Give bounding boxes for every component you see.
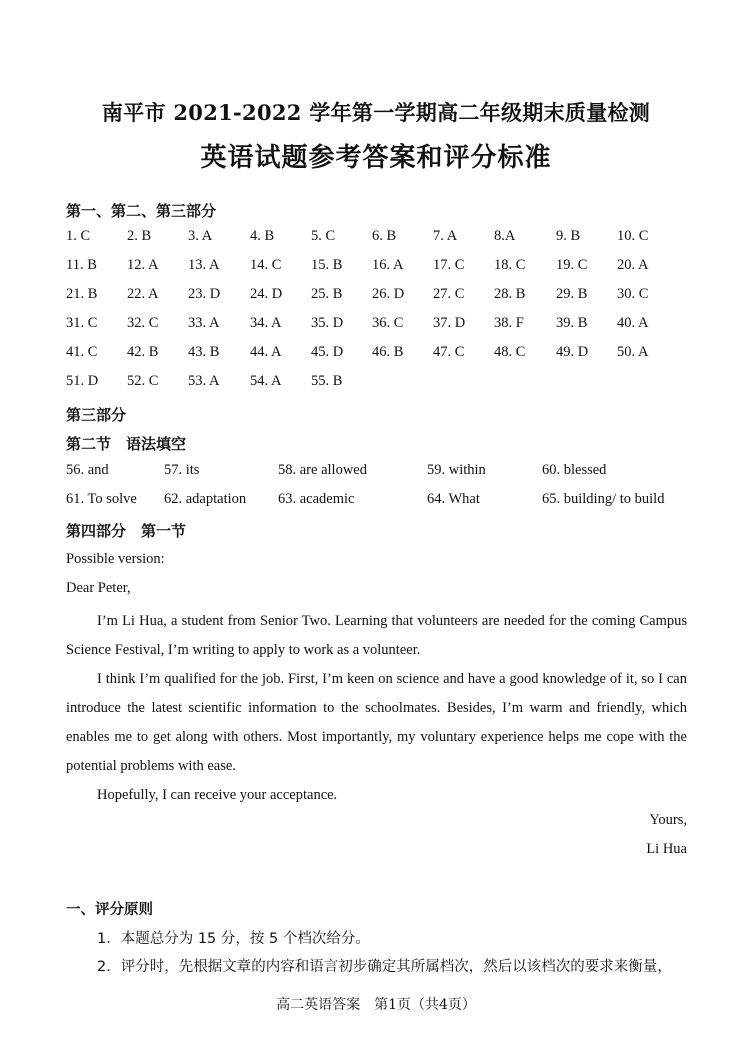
answer-item: 19. C — [556, 257, 588, 273]
answer-item: 24. D — [250, 286, 283, 302]
answer-item: 21. B — [66, 286, 98, 302]
answer-item: 17. C — [433, 257, 465, 273]
answer-item: 49. D — [556, 344, 589, 360]
section3-heading: 第三部分 — [66, 406, 127, 424]
answer-item: 54. A — [250, 373, 282, 389]
answer-row — [66, 373, 706, 402]
answer-item: 38. F — [494, 315, 524, 331]
grammar-answer-item: 59. within — [427, 462, 486, 478]
answer-item: 22. A — [127, 286, 159, 302]
possible-version-label: Possible version: — [66, 551, 165, 567]
exam-title: 南平市 2021-2022 学年第一学期高二年级期末质量检测 — [101, 100, 651, 125]
grading-rule-2: 2．评分时，先根据文章的内容和语言初步确定其所属档次，然后以该档次的要求来衡量， — [97, 959, 672, 975]
grammar-answer-item: 64. What — [427, 491, 480, 507]
answer-item: 55. B — [311, 373, 343, 389]
answer-item: 43. B — [188, 344, 220, 360]
grammar-answer-row — [66, 462, 706, 491]
letter-greeting: Dear Peter, — [66, 580, 131, 596]
essay-paragraph-2: I think I’m qualified for the job. First, I’m keen on science and have a good knowledge of it, so I can introduce the latest scientific information to the schoolmates. Besides, I’m warm and friendly, which enables me to get along with others. Most importantly, my voluntary experience helps me cope with the potential problems with ease. — [66, 671, 687, 774]
sample-essay — [66, 549, 687, 868]
answer-item: 6. B — [372, 228, 397, 244]
answer-row — [66, 286, 706, 315]
answer-item: 26. D — [372, 286, 405, 302]
answer-row — [66, 315, 706, 344]
answer-item: 51. D — [66, 373, 99, 389]
grammar-answer-item: 58. are allowed — [278, 462, 367, 478]
grammar-answer-item: 63. academic — [278, 491, 355, 507]
answer-row — [66, 257, 706, 286]
answer-item: 44. A — [250, 344, 282, 360]
answer-item: 11. B — [66, 257, 97, 273]
answer-item: 23. D — [188, 286, 221, 302]
answer-item: 45. D — [311, 344, 344, 360]
answer-item: 31. C — [66, 315, 98, 331]
answer-item: 15. B — [311, 257, 343, 273]
answer-item: 46. B — [372, 344, 404, 360]
answer-item: 35. D — [311, 315, 344, 331]
grading-rule-1: 1．本题总分为 15 分，按 5 个档次给分。 — [97, 931, 370, 947]
answer-item: 7. A — [433, 228, 458, 244]
grading-principles-heading: 一、评分原则 — [66, 902, 153, 918]
answer-item: 12. A — [127, 257, 159, 273]
grammar-answer-item: 60. blessed — [542, 462, 607, 478]
section1-heading: 第一、第二、第三部分 — [66, 202, 217, 220]
answer-item: 39. B — [556, 315, 588, 331]
answer-row — [66, 228, 706, 257]
answer-item: 2. B — [127, 228, 152, 244]
answer-item: 8.A — [494, 228, 516, 244]
grammar-answer-item: 57. its — [164, 462, 200, 478]
answer-item: 5. C — [311, 228, 336, 244]
grammar-answer-row — [66, 491, 706, 520]
answer-item: 14. C — [250, 257, 282, 273]
answer-item: 25. B — [311, 286, 343, 302]
grammar-answer-item: 56. and — [66, 462, 109, 478]
answer-item: 41. C — [66, 344, 98, 360]
answer-item: 18. C — [494, 257, 526, 273]
answer-item: 29. B — [556, 286, 588, 302]
answer-key-title: 英语试题参考答案和评分标准 — [200, 143, 552, 173]
answer-item: 34. A — [250, 315, 282, 331]
answer-item: 53. A — [188, 373, 220, 389]
answer-row — [66, 344, 706, 373]
answer-item: 42. B — [127, 344, 159, 360]
answer-item: 52. C — [127, 373, 159, 389]
grammar-answer-item: 61. To solve — [66, 491, 137, 507]
answer-item: 40. A — [617, 315, 649, 331]
answer-item: 47. C — [433, 344, 465, 360]
letter-closing: Yours, — [649, 812, 687, 828]
grammar-answer-grid — [66, 462, 706, 520]
answer-item: 37. D — [433, 315, 466, 331]
essay-paragraph-1: I’m Li Hua, a student from Senior Two. Learning that volunteers are needed for the coming Campus Science Festival, I’m writing to apply to work as a volunteer. — [66, 613, 687, 658]
answer-item: 10. C — [617, 228, 649, 244]
answer-item: 16. A — [372, 257, 404, 273]
answer-item: 48. C — [494, 344, 526, 360]
choice-answer-grid — [66, 228, 706, 402]
answer-item: 32. C — [127, 315, 159, 331]
answer-item: 27. C — [433, 286, 465, 302]
answer-item: 3. A — [188, 228, 213, 244]
page-footer: 高二英语答案 第1页（共4页） — [276, 997, 476, 1013]
answer-item: 33. A — [188, 315, 220, 331]
grammar-answer-item: 62. adaptation — [164, 491, 247, 507]
answer-item: 28. B — [494, 286, 526, 302]
answer-item: 36. C — [372, 315, 404, 331]
answer-item: 13. A — [188, 257, 220, 273]
answer-item: 30. C — [617, 286, 649, 302]
section4-heading: 第四部分 第一节 — [66, 522, 187, 540]
letter-signature: Li Hua — [646, 841, 687, 857]
answer-item: 20. A — [617, 257, 649, 273]
answer-item: 9. B — [556, 228, 581, 244]
answer-item: 1. C — [66, 228, 91, 244]
answer-item: 4. B — [250, 228, 275, 244]
essay-paragraph-3: Hopefully, I can receive your acceptance. — [97, 787, 338, 803]
grammar-answer-item: 65. building/ to build — [542, 491, 665, 507]
grammar-fill-heading: 第二节 语法填空 — [66, 435, 187, 453]
answer-item: 50. A — [617, 344, 649, 360]
